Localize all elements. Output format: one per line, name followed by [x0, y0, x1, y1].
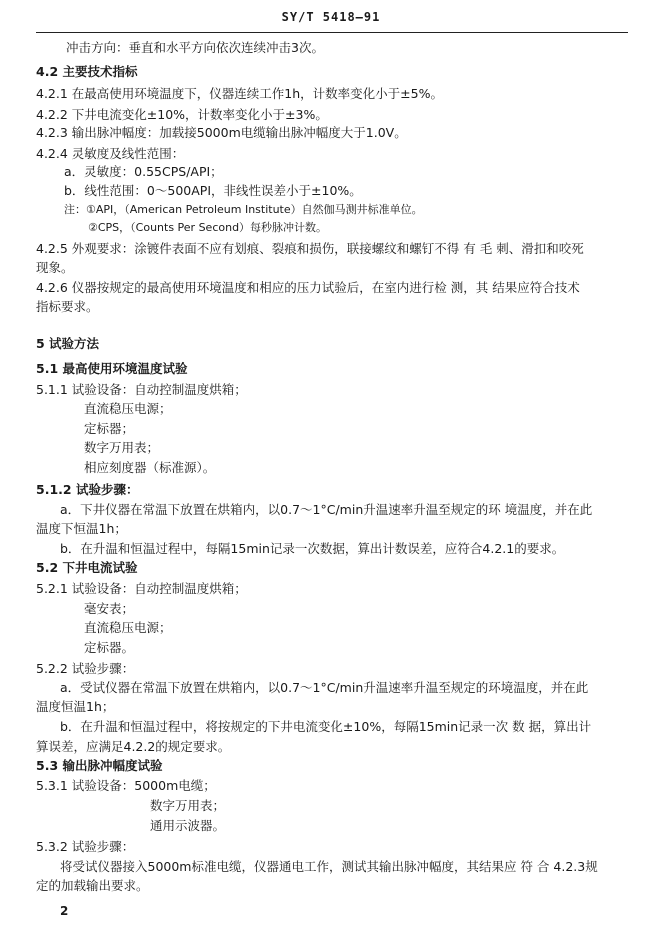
- text-line: 5.2.1 试验设备：自动控制温度烘箱；: [36, 581, 247, 596]
- text-line: a．下井仪器在常温下放置在烘箱内，以0.7～1°C/min升温速率升温至规定的环 境温度，并在此: [60, 502, 593, 517]
- text-line: 毫安表；: [84, 601, 135, 616]
- text-line: b．在升温和恒温过程中，每隔15min记录一次数据，算出计数误差，应符合4.2.1的要求。: [60, 541, 565, 556]
- text-line: 4.2.2 下井电流变化±10%，计数率变化小于±3%。: [36, 107, 328, 122]
- text-line: 定标器。: [84, 640, 135, 655]
- chapter-heading: 5 试验方法: [36, 336, 100, 351]
- section-heading: 5.3 输出脉冲幅度试验: [36, 758, 163, 773]
- text-line: 定的加载输出要求。: [36, 878, 149, 893]
- text-line: 4.2.1 在最高使用环境温度下，仪器连续工作1h，计数率变化小于±5%。: [36, 86, 443, 101]
- note-line: ②CPS，（Counts Per Second）每秒脉冲计数。: [88, 221, 328, 234]
- text-line: 算误差，应满足4.2.2的规定要求。: [36, 739, 231, 754]
- text-line: 直流稳压电源；: [84, 401, 172, 416]
- text-line: 5.2.2 试验步骤：: [36, 661, 135, 676]
- document-header: SY/T 5418—91: [281, 10, 381, 24]
- text-line: a．受试仪器在常温下放置在烘箱内，以0.7～1°C/min升温速率升温至规定的环境温度，并在此: [60, 680, 589, 695]
- text-line: 4.2.4 灵敏度及线性范围：: [36, 146, 185, 161]
- text-line: 现象。: [36, 260, 74, 275]
- text-line: 4.2.6 仪器按规定的最高使用环境温度和相应的压力试验后，在室内进行检 测，其 结果应符合技术: [36, 280, 580, 295]
- text-line: 5.3.1 试验设备：5000m电缆；: [36, 778, 216, 793]
- text-line: b．在升温和恒温过程中，将按规定的下井电流变化±10%，每隔15min记录一次 数 据，算出计: [60, 719, 592, 734]
- section-heading: 5.1 最高使用环境温度试验: [36, 361, 188, 376]
- page-number: 2: [60, 904, 69, 918]
- text-line: 5.3.2 试验步骤：: [36, 839, 135, 854]
- text-line: 5.1.1 试验设备：自动控制温度烘箱；: [36, 382, 247, 397]
- section-heading: 5.2 下井电流试验: [36, 560, 138, 575]
- section-heading: 4.2 主要技术指标: [36, 64, 138, 79]
- text-line: 指标要求。: [36, 299, 99, 314]
- text-line: b．线性范围：0～500API，非线性误差小于±10%。: [64, 183, 362, 198]
- text-line: 通用示波器。: [150, 818, 226, 833]
- text-line: 4.2.5 外观要求：涂镀件表面不应有划痕、裂痕和损伤，联接螺纹和螺钉不得 有 毛 刺、滑扣和咬死: [36, 241, 584, 256]
- text-line: 数字万用表；: [150, 798, 226, 813]
- text-line: a．灵敏度：0.55CPS/API；: [64, 164, 223, 179]
- text-line: 温度下恒温1h；: [36, 521, 127, 536]
- text-line: 温度恒温1h；: [36, 699, 115, 714]
- text-line: 4.2.3 输出脉冲幅度：加载接5000m电缆输出脉冲幅度大于1.0V。: [36, 125, 407, 140]
- note-line: 注：①API，（American Petroleum Institute）自然伽马测井标准单位。: [64, 203, 423, 216]
- header-rule: [36, 32, 628, 33]
- text-line: 冲击方向：垂直和水平方向依次连续冲击3次。: [66, 40, 324, 55]
- text-line: 数字万用表；: [84, 440, 160, 455]
- text-line: 直流稳压电源；: [84, 620, 172, 635]
- text-line: 将受试仪器接入5000m标准电缆，仪器通电工作，测试其输出脉冲幅度，其结果应 符 合 4.2.3规: [60, 859, 598, 874]
- text-line: 相应刻度器（标准源）。: [84, 460, 216, 475]
- text-line: 定标器；: [84, 421, 135, 436]
- section-heading: 5.1.2 试验步骤：: [36, 482, 139, 497]
